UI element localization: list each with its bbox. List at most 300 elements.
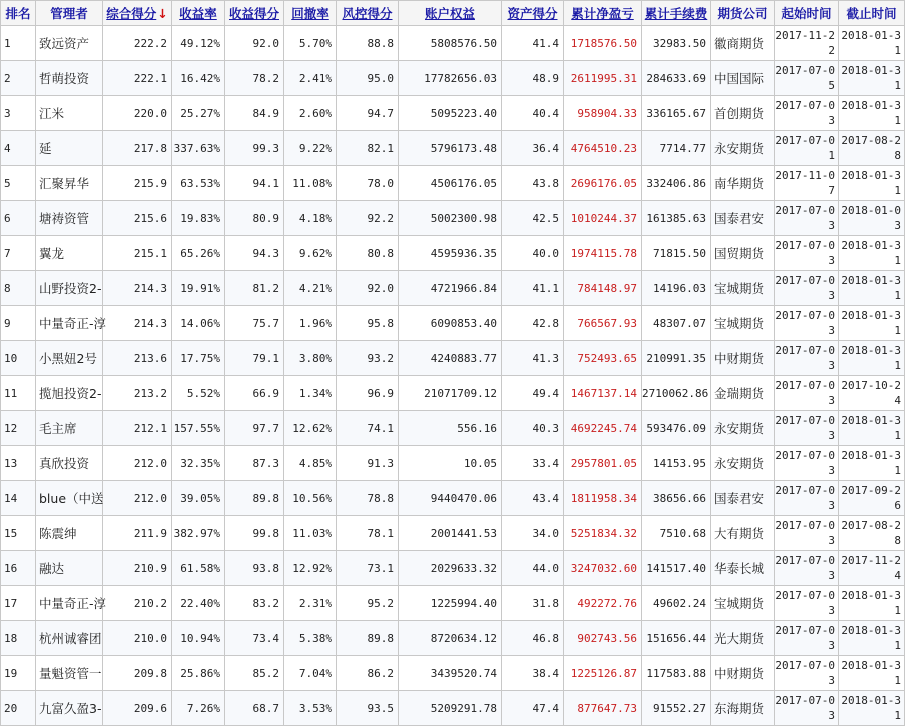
drawdown-cell: 2.31%: [284, 586, 337, 621]
end-date-cell: 2018-01-03: [839, 201, 905, 236]
rank-cell: 14: [1, 481, 36, 516]
manager-cell: 真欣投资: [36, 446, 103, 481]
end-date-cell: 2018-01-31: [839, 656, 905, 691]
rank-cell: 20: [1, 691, 36, 726]
table-row: [1, 26, 905, 61]
fees-cell: 161385.63: [642, 201, 711, 236]
drawdown-cell: 2.60%: [284, 96, 337, 131]
broker-cell: 国泰君安: [711, 481, 775, 516]
composite-score-cell: 210.0: [103, 621, 172, 656]
return-score-cell: 75.7: [225, 306, 284, 341]
drawdown-cell: 2.41%: [284, 61, 337, 96]
net-profit-cell: 1974115.78: [564, 236, 642, 271]
return-rate-cell: 16.42%: [172, 61, 225, 96]
return-score-cell: 87.3: [225, 446, 284, 481]
risk-score-cell: 91.3: [337, 446, 399, 481]
composite-score-cell: 210.9: [103, 551, 172, 586]
return-rate-cell: 157.55%: [172, 411, 225, 446]
rank-cell: 7: [1, 236, 36, 271]
composite-score-cell: 214.3: [103, 271, 172, 306]
start-date-cell: 2017-07-01: [775, 131, 839, 166]
net-profit-cell: 1225126.87: [564, 656, 642, 691]
broker-cell: 徽商期货: [711, 26, 775, 61]
risk-score-cell: 94.7: [337, 96, 399, 131]
rank-cell: 4: [1, 131, 36, 166]
fees-cell: 7714.77: [642, 131, 711, 166]
start-date-cell: 2017-07-03: [775, 306, 839, 341]
composite-score-cell: 215.9: [103, 166, 172, 201]
broker-cell: 宝城期货: [711, 271, 775, 306]
fees-cell: 49602.24: [642, 586, 711, 621]
composite-score-cell: 217.8: [103, 131, 172, 166]
start-date-cell: 2017-07-03: [775, 96, 839, 131]
broker-cell: 永安期货: [711, 446, 775, 481]
risk-score-cell: 86.2: [337, 656, 399, 691]
net-profit-cell: 752493.65: [564, 341, 642, 376]
col-risk-score[interactable]: [337, 1, 399, 26]
col-end-label: 截止时间: [846, 6, 897, 21]
return-score-cell: 97.7: [225, 411, 284, 446]
sort-fees-link[interactable]: 累计手续费: [644, 6, 708, 21]
sort-risk-score-link[interactable]: 风控得分: [342, 6, 393, 21]
broker-cell: 光大期货: [711, 621, 775, 656]
asset-score-cell: 49.4: [502, 376, 564, 411]
start-date-cell: 2017-07-03: [775, 446, 839, 481]
end-date-cell: 2018-01-31: [839, 621, 905, 656]
fees-cell: 336165.67: [642, 96, 711, 131]
net-profit-cell: 784148.97: [564, 271, 642, 306]
net-profit-cell: 958904.33: [564, 96, 642, 131]
return-score-cell: 92.0: [225, 26, 284, 61]
composite-score-cell: 210.2: [103, 586, 172, 621]
rank-cell: 15: [1, 516, 36, 551]
manager-cell: 中量奇正-淳: [36, 306, 103, 341]
end-date-cell: 2018-01-31: [839, 411, 905, 446]
net-profit-cell: 4692245.74: [564, 411, 642, 446]
header-row: [1, 1, 905, 26]
end-date-cell: 2017-09-26: [839, 481, 905, 516]
drawdown-cell: 3.53%: [284, 691, 337, 726]
sort-return-score-link[interactable]: 收益得分: [228, 6, 279, 21]
equity-cell: 9440470.06: [399, 481, 502, 516]
composite-score-cell: 212.0: [103, 446, 172, 481]
broker-cell: 国泰君安: [711, 201, 775, 236]
return-score-cell: 73.4: [225, 621, 284, 656]
manager-cell: 延: [36, 131, 103, 166]
table-row: [1, 96, 905, 131]
col-manager-label: 管理者: [50, 6, 88, 21]
manager-cell: 杭州诚睿团: [36, 621, 103, 656]
drawdown-cell: 12.62%: [284, 411, 337, 446]
asset-score-cell: 41.3: [502, 341, 564, 376]
end-date-cell: 2018-01-31: [839, 96, 905, 131]
risk-score-cell: 78.1: [337, 516, 399, 551]
fees-cell: 332406.86: [642, 166, 711, 201]
rank-cell: 1: [1, 26, 36, 61]
drawdown-cell: 1.34%: [284, 376, 337, 411]
return-score-cell: 89.8: [225, 481, 284, 516]
drawdown-cell: 11.03%: [284, 516, 337, 551]
drawdown-cell: 1.96%: [284, 306, 337, 341]
return-rate-cell: 65.26%: [172, 236, 225, 271]
risk-score-cell: 96.9: [337, 376, 399, 411]
composite-score-cell: 214.3: [103, 306, 172, 341]
risk-score-cell: 89.8: [337, 621, 399, 656]
end-date-cell: 2018-01-31: [839, 236, 905, 271]
manager-cell: 九富久盈3-: [36, 691, 103, 726]
table-row: [1, 481, 905, 516]
asset-score-cell: 42.5: [502, 201, 564, 236]
drawdown-cell: 9.62%: [284, 236, 337, 271]
equity-cell: 1225994.40: [399, 586, 502, 621]
return-rate-cell: 17.75%: [172, 341, 225, 376]
col-start: [775, 1, 839, 26]
table-body: [1, 26, 905, 726]
asset-score-cell: 47.4: [502, 691, 564, 726]
equity-cell: 17782656.03: [399, 61, 502, 96]
asset-score-cell: 41.4: [502, 26, 564, 61]
start-date-cell: 2017-07-03: [775, 586, 839, 621]
asset-score-cell: 41.1: [502, 271, 564, 306]
end-date-cell: 2017-11-24: [839, 551, 905, 586]
fees-cell: 71815.50: [642, 236, 711, 271]
end-date-cell: 2017-08-28: [839, 131, 905, 166]
return-score-cell: 94.1: [225, 166, 284, 201]
equity-cell: 556.16: [399, 411, 502, 446]
manager-cell: 小黑妞2号: [36, 341, 103, 376]
fees-cell: 32983.50: [642, 26, 711, 61]
risk-score-cell: 95.0: [337, 61, 399, 96]
rank-cell: 19: [1, 656, 36, 691]
asset-score-cell: 40.0: [502, 236, 564, 271]
start-date-cell: 2017-07-03: [775, 691, 839, 726]
return-rate-cell: 19.83%: [172, 201, 225, 236]
equity-cell: 5808576.50: [399, 26, 502, 61]
return-score-cell: 93.8: [225, 551, 284, 586]
net-profit-cell: 877647.73: [564, 691, 642, 726]
manager-cell: 哲萌投资: [36, 61, 103, 96]
asset-score-cell: 43.8: [502, 166, 564, 201]
col-rank: [1, 1, 36, 26]
manager-cell: 山野投资2-: [36, 271, 103, 306]
return-rate-cell: 32.35%: [172, 446, 225, 481]
manager-cell: 江米: [36, 96, 103, 131]
end-date-cell: 2017-08-28: [839, 516, 905, 551]
fees-cell: 2710062.86: [642, 376, 711, 411]
start-date-cell: 2017-07-03: [775, 621, 839, 656]
manager-cell: 翼龙: [36, 236, 103, 271]
equity-cell: 5209291.78: [399, 691, 502, 726]
equity-cell: 6090853.40: [399, 306, 502, 341]
asset-score-cell: 44.0: [502, 551, 564, 586]
end-date-cell: 2018-01-31: [839, 61, 905, 96]
sort-return-rate-link[interactable]: 收益率: [179, 6, 217, 21]
composite-score-cell: 222.2: [103, 26, 172, 61]
fees-cell: 117583.88: [642, 656, 711, 691]
rank-cell: 18: [1, 621, 36, 656]
table-row: [1, 691, 905, 726]
risk-score-cell: 73.1: [337, 551, 399, 586]
fees-cell: 141517.40: [642, 551, 711, 586]
equity-cell: 5095223.40: [399, 96, 502, 131]
start-date-cell: 2017-07-03: [775, 236, 839, 271]
asset-score-cell: 43.4: [502, 481, 564, 516]
end-date-cell: 2017-10-24: [839, 376, 905, 411]
col-net-profit[interactable]: [564, 1, 642, 26]
return-score-cell: 80.9: [225, 201, 284, 236]
table-row: [1, 516, 905, 551]
start-date-cell: 2017-11-22: [775, 26, 839, 61]
drawdown-cell: 10.56%: [284, 481, 337, 516]
equity-cell: 2001441.53: [399, 516, 502, 551]
composite-score-cell: 213.2: [103, 376, 172, 411]
asset-score-cell: 46.8: [502, 621, 564, 656]
return-score-cell: 99.3: [225, 131, 284, 166]
start-date-cell: 2017-07-03: [775, 341, 839, 376]
broker-cell: 中财期货: [711, 656, 775, 691]
start-date-cell: 2017-07-05: [775, 61, 839, 96]
equity-cell: 4595936.35: [399, 236, 502, 271]
asset-score-cell: 34.0: [502, 516, 564, 551]
return-score-cell: 78.2: [225, 61, 284, 96]
drawdown-cell: 7.04%: [284, 656, 337, 691]
end-date-cell: 2018-01-31: [839, 26, 905, 61]
start-date-cell: 2017-07-03: [775, 376, 839, 411]
net-profit-cell: 5251834.32: [564, 516, 642, 551]
drawdown-cell: 3.80%: [284, 341, 337, 376]
broker-cell: 永安期货: [711, 411, 775, 446]
fees-cell: 7510.68: [642, 516, 711, 551]
equity-cell: 5002300.98: [399, 201, 502, 236]
asset-score-cell: 40.4: [502, 96, 564, 131]
drawdown-cell: 5.70%: [284, 26, 337, 61]
return-score-cell: 68.7: [225, 691, 284, 726]
col-broker-label: 期货公司: [717, 6, 768, 21]
return-rate-cell: 22.40%: [172, 586, 225, 621]
col-drawdown[interactable]: [284, 1, 337, 26]
equity-cell: 5796173.48: [399, 131, 502, 166]
net-profit-cell: 492272.76: [564, 586, 642, 621]
table-row: [1, 271, 905, 306]
col-return-score[interactable]: [225, 1, 284, 26]
return-rate-cell: 19.91%: [172, 271, 225, 306]
return-rate-cell: 39.05%: [172, 481, 225, 516]
return-rate-cell: 337.63%: [172, 131, 225, 166]
broker-cell: 华泰长城: [711, 551, 775, 586]
composite-score-cell: 220.0: [103, 96, 172, 131]
risk-score-cell: 80.8: [337, 236, 399, 271]
composite-score-cell: 215.1: [103, 236, 172, 271]
composite-score-cell: 213.6: [103, 341, 172, 376]
end-date-cell: 2018-01-31: [839, 271, 905, 306]
asset-score-cell: 31.8: [502, 586, 564, 621]
composite-score-cell: 212.1: [103, 411, 172, 446]
broker-cell: 国贸期货: [711, 236, 775, 271]
end-date-cell: 2018-01-31: [839, 306, 905, 341]
return-rate-cell: 63.53%: [172, 166, 225, 201]
rank-cell: 10: [1, 341, 36, 376]
net-profit-cell: 2611995.31: [564, 61, 642, 96]
col-composite[interactable]: [103, 1, 172, 26]
fees-cell: 593476.09: [642, 411, 711, 446]
equity-cell: 4240883.77: [399, 341, 502, 376]
table-row: [1, 166, 905, 201]
equity-cell: 8720634.12: [399, 621, 502, 656]
rank-cell: 9: [1, 306, 36, 341]
table-row: [1, 376, 905, 411]
net-profit-cell: 1467137.14: [564, 376, 642, 411]
composite-score-cell: 222.1: [103, 61, 172, 96]
broker-cell: 东海期货: [711, 691, 775, 726]
risk-score-cell: 92.0: [337, 271, 399, 306]
table-row: [1, 586, 905, 621]
end-date-cell: 2018-01-31: [839, 446, 905, 481]
start-date-cell: 2017-07-03: [775, 411, 839, 446]
return-rate-cell: 7.26%: [172, 691, 225, 726]
start-date-cell: 2017-07-03: [775, 481, 839, 516]
sort-composite-link[interactable]: 综合得分: [106, 6, 157, 21]
manager-cell: 中量奇正-淳: [36, 586, 103, 621]
broker-cell: 南华期货: [711, 166, 775, 201]
return-score-cell: 79.1: [225, 341, 284, 376]
risk-score-cell: 74.1: [337, 411, 399, 446]
risk-score-cell: 82.1: [337, 131, 399, 166]
col-return-rate[interactable]: [172, 1, 225, 26]
rank-cell: 5: [1, 166, 36, 201]
manager-cell: 致远资产: [36, 26, 103, 61]
broker-cell: 宝城期货: [711, 586, 775, 621]
table-row: [1, 621, 905, 656]
manager-cell: 汇聚昇华: [36, 166, 103, 201]
end-date-cell: 2018-01-31: [839, 586, 905, 621]
risk-score-cell: 78.0: [337, 166, 399, 201]
fees-cell: 210991.35: [642, 341, 711, 376]
asset-score-cell: 33.4: [502, 446, 564, 481]
return-rate-cell: 61.58%: [172, 551, 225, 586]
rank-cell: 17: [1, 586, 36, 621]
return-rate-cell: 14.06%: [172, 306, 225, 341]
rank-cell: 13: [1, 446, 36, 481]
col-manager: [36, 1, 103, 26]
net-profit-cell: 902743.56: [564, 621, 642, 656]
start-date-cell: 2017-07-03: [775, 201, 839, 236]
asset-score-cell: 48.9: [502, 61, 564, 96]
fees-cell: 38656.66: [642, 481, 711, 516]
equity-cell: 3439520.74: [399, 656, 502, 691]
manager-cell: 陈震绅: [36, 516, 103, 551]
table-row: [1, 131, 905, 166]
end-date-cell: 2018-01-31: [839, 691, 905, 726]
col-asset-score[interactable]: [502, 1, 564, 26]
fees-cell: 284633.69: [642, 61, 711, 96]
drawdown-cell: 9.22%: [284, 131, 337, 166]
sort-net-profit-link[interactable]: 累计净盈亏: [571, 6, 634, 21]
drawdown-cell: 5.38%: [284, 621, 337, 656]
return-score-cell: 84.9: [225, 96, 284, 131]
net-profit-cell: 2957801.05: [564, 446, 642, 481]
drawdown-cell: 4.21%: [284, 271, 337, 306]
composite-score-cell: 212.0: [103, 481, 172, 516]
broker-cell: 中财期货: [711, 341, 775, 376]
risk-score-cell: 92.2: [337, 201, 399, 236]
fees-cell: 14196.03: [642, 271, 711, 306]
rank-cell: 12: [1, 411, 36, 446]
start-date-cell: 2017-11-07: [775, 166, 839, 201]
sort-equity-link[interactable]: 账户权益: [424, 6, 475, 21]
equity-cell: 2029633.32: [399, 551, 502, 586]
return-rate-cell: 5.52%: [172, 376, 225, 411]
table-row: [1, 656, 905, 691]
return-rate-cell: 10.94%: [172, 621, 225, 656]
fees-cell: 151656.44: [642, 621, 711, 656]
risk-score-cell: 93.5: [337, 691, 399, 726]
fees-cell: 91552.27: [642, 691, 711, 726]
manager-cell: blue（中送: [36, 481, 103, 516]
return-rate-cell: 49.12%: [172, 26, 225, 61]
manager-cell: 融达: [36, 551, 103, 586]
rank-cell: 2: [1, 61, 36, 96]
table-row: [1, 306, 905, 341]
composite-score-cell: 209.8: [103, 656, 172, 691]
table-row: [1, 446, 905, 481]
col-equity[interactable]: [399, 1, 502, 26]
col-start-label: 起始时间: [781, 6, 832, 21]
table-row: [1, 341, 905, 376]
risk-score-cell: 95.2: [337, 586, 399, 621]
table-row: [1, 61, 905, 96]
composite-score-cell: 209.6: [103, 691, 172, 726]
asset-score-cell: 38.4: [502, 656, 564, 691]
drawdown-cell: 4.85%: [284, 446, 337, 481]
table-row: [1, 411, 905, 446]
col-fees[interactable]: [642, 1, 711, 26]
sort-drawdown-link[interactable]: 回撤率: [291, 6, 329, 21]
broker-cell: 首创期货: [711, 96, 775, 131]
net-profit-cell: 3247032.60: [564, 551, 642, 586]
broker-cell: 大有期货: [711, 516, 775, 551]
table-row: [1, 551, 905, 586]
rank-cell: 3: [1, 96, 36, 131]
asset-score-cell: 42.8: [502, 306, 564, 341]
table-row: [1, 236, 905, 271]
risk-score-cell: 95.8: [337, 306, 399, 341]
rank-cell: 6: [1, 201, 36, 236]
asset-score-cell: 40.3: [502, 411, 564, 446]
start-date-cell: 2017-07-03: [775, 656, 839, 691]
manager-cell: 毛主席: [36, 411, 103, 446]
broker-cell: 金瑞期货: [711, 376, 775, 411]
return-score-cell: 83.2: [225, 586, 284, 621]
composite-score-cell: 211.9: [103, 516, 172, 551]
risk-score-cell: 88.8: [337, 26, 399, 61]
rank-cell: 8: [1, 271, 36, 306]
fees-cell: 48307.07: [642, 306, 711, 341]
col-broker: [711, 1, 775, 26]
drawdown-cell: 12.92%: [284, 551, 337, 586]
end-date-cell: 2018-01-31: [839, 166, 905, 201]
drawdown-cell: 11.08%: [284, 166, 337, 201]
manager-cell: 揽旭投资2-: [36, 376, 103, 411]
sort-asset-score-link[interactable]: 资产得分: [507, 6, 558, 21]
return-score-cell: 85.2: [225, 656, 284, 691]
equity-cell: 4721966.84: [399, 271, 502, 306]
start-date-cell: 2017-07-03: [775, 516, 839, 551]
broker-cell: 宝城期货: [711, 306, 775, 341]
broker-cell: 永安期货: [711, 131, 775, 166]
net-profit-cell: 766567.93: [564, 306, 642, 341]
return-rate-cell: 25.27%: [172, 96, 225, 131]
net-profit-cell: 2696176.05: [564, 166, 642, 201]
